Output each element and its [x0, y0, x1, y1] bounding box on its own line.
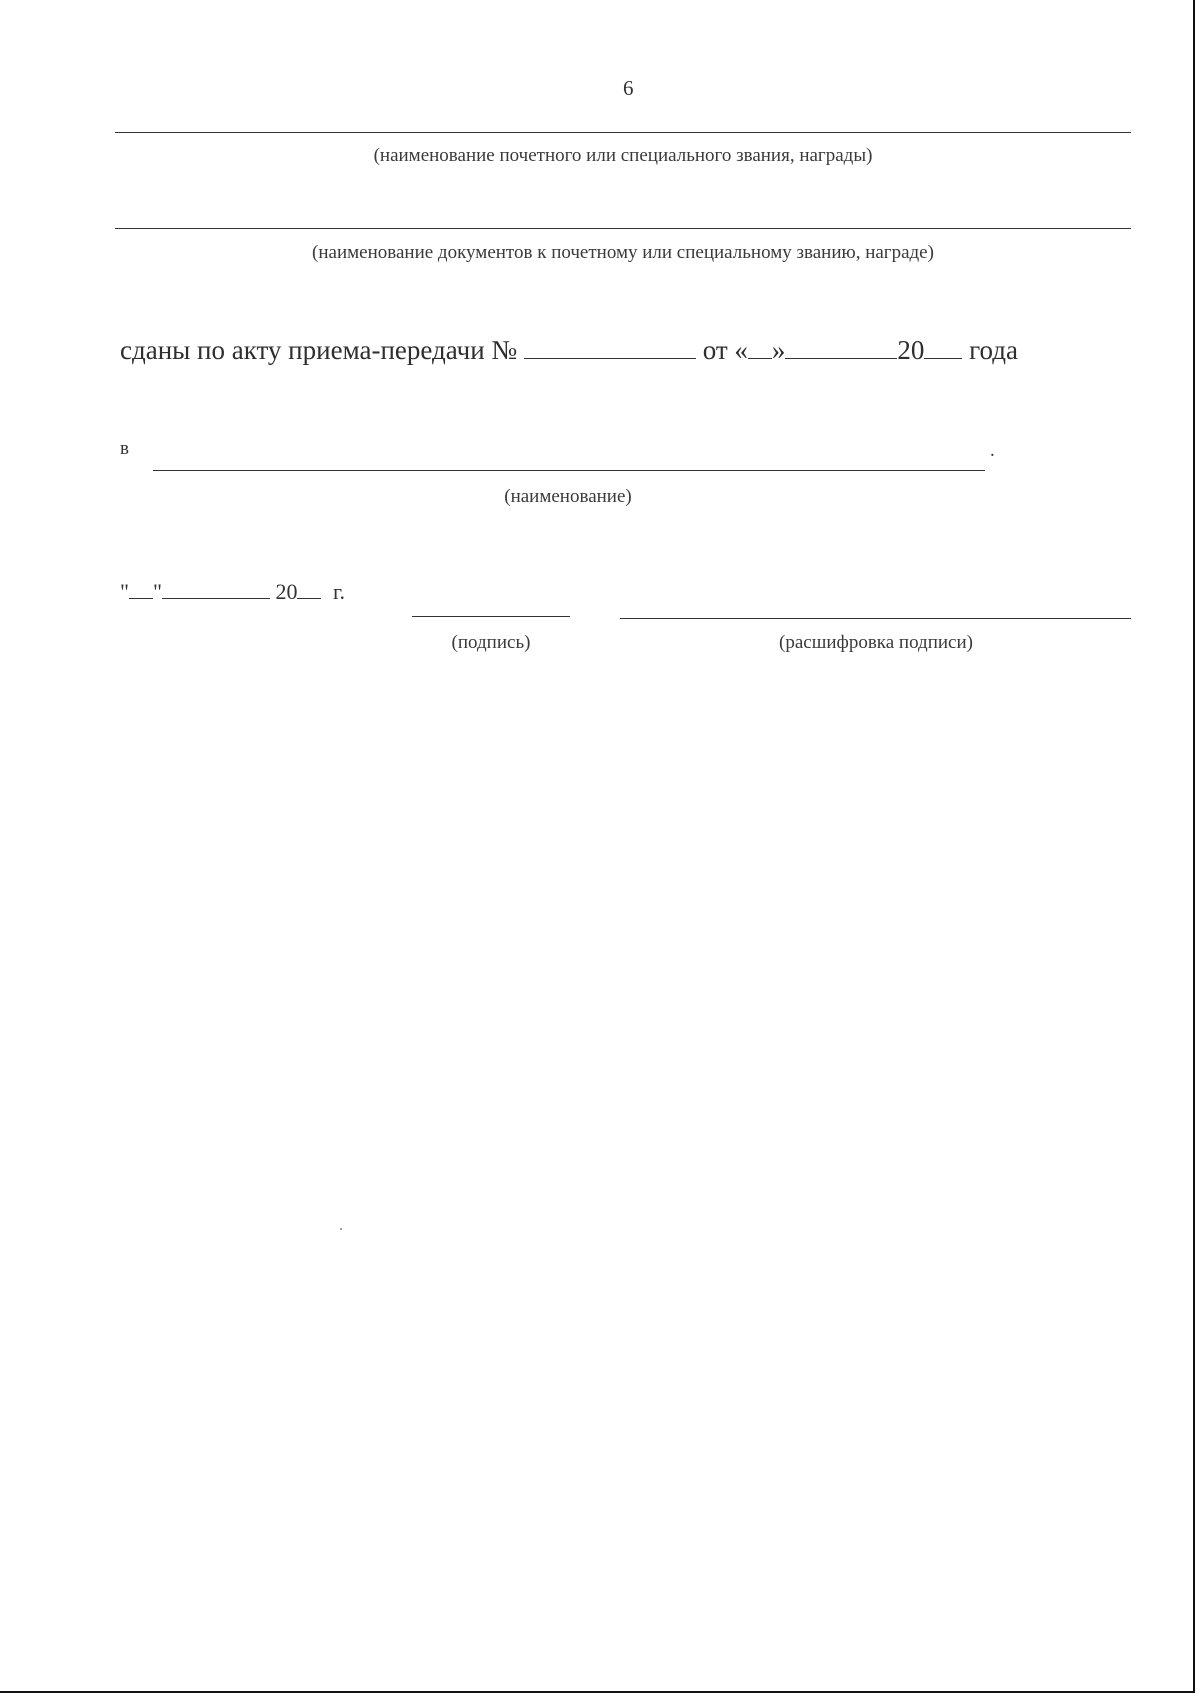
signature-field[interactable]	[412, 616, 570, 617]
page-number: 6	[623, 76, 634, 100]
scan-speck	[340, 1228, 342, 1230]
transfer-act-line	[120, 335, 1018, 366]
signature-date-close: "	[152, 579, 162, 604]
award-name-caption: (наименование почетного или специального звания, награды)	[373, 145, 873, 166]
signature-decoding-field[interactable]	[620, 618, 1131, 619]
recipient-caption: (наименование)	[504, 486, 632, 507]
signature-caption: (подпись)	[451, 632, 531, 653]
signature-year-prefix: 20	[275, 579, 298, 604]
signature-month-field[interactable]	[162, 580, 270, 599]
signature-year-field[interactable]	[297, 580, 321, 599]
transfer-act-prefix: сданы по акту приема-передачи №	[120, 335, 518, 365]
act-year-prefix: 20	[897, 335, 925, 365]
act-month-field[interactable]	[785, 336, 897, 359]
signature-day-field[interactable]	[129, 580, 153, 599]
signature-date-open: "	[120, 579, 129, 604]
act-day-field[interactable]	[748, 336, 772, 359]
act-date-from-label: от «	[702, 335, 748, 365]
documents-field[interactable]	[115, 228, 1131, 229]
recipient-terminal-dot: .	[990, 440, 995, 461]
signature-date	[120, 579, 345, 605]
documents-caption: (наименование документов к почетному или специальному званию, награде)	[312, 242, 934, 263]
act-number-field[interactable]	[524, 336, 696, 359]
act-year-field[interactable]	[924, 336, 962, 359]
signature-date-suffix: г.	[332, 579, 346, 604]
recipient-name-field[interactable]	[153, 470, 985, 471]
award-name-field[interactable]	[115, 132, 1131, 133]
act-suffix: года	[969, 335, 1018, 365]
act-day-close: »	[771, 335, 786, 365]
recipient-prefix: в	[120, 438, 129, 459]
signature-decoding-caption: (расшифровка подписи)	[779, 632, 973, 653]
